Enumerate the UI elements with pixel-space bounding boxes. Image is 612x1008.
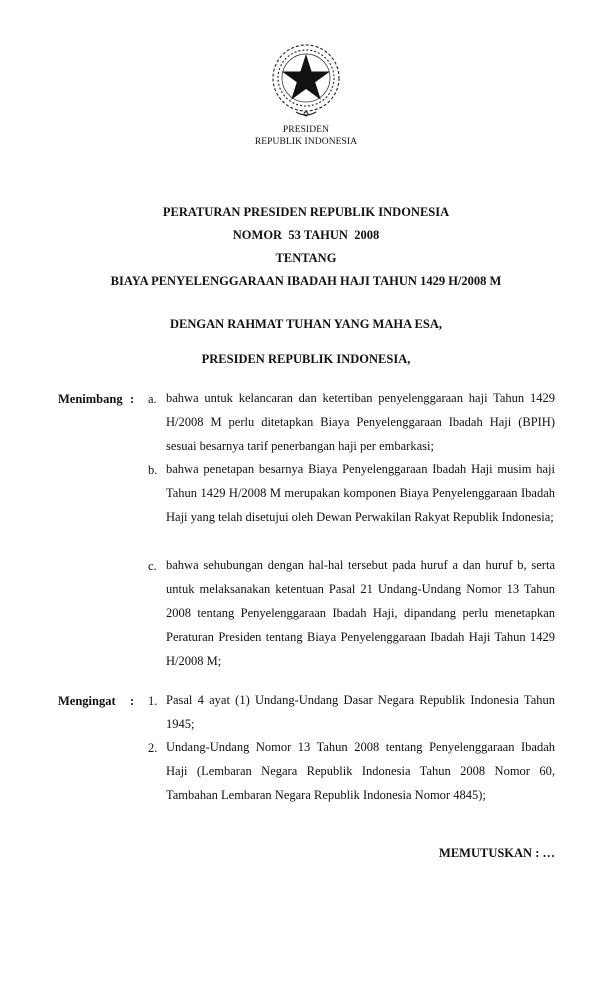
preamble-invocation: DENGAN RAHMAT TUHAN YANG MAHA ESA, — [169, 317, 442, 331]
mengingat-label: Mengingat — [58, 694, 116, 708]
garuda-emblem-icon — [266, 40, 346, 120]
preamble-president: PRESIDEN REPUBLIK INDONESIA, — [201, 352, 411, 366]
item-marker: 2. — [148, 741, 158, 755]
regulation-number: NOMOR 53 TAHUN 2008 — [232, 228, 380, 242]
item-text: bahwa penetapan besarnya Biaya Penyelenggaraan Ibadah Haji musim haji Tahun 1429 H/2008 M merupakan komponen Biaya Penyelenggaraan Ibadah Haji yang telah disetujui oleh Dewan Perwakilan Rakyat Republik Indonesia; — [166, 462, 555, 524]
regulation-title: PERATURAN PRESIDEN REPUBLIK INDONESIA — [162, 205, 450, 219]
item-text: Undang-Undang Nomor 13 Tahun 2008 tentang Penyelenggaraan Ibadah Haji (Lembaran Negara Republik Indonesia Tahun 2008 Nomor 60, Tambahan Lembaran Negara Republik Indonesia Nomor 4845); — [166, 740, 555, 802]
emblem-caption-line1: PRESIDEN — [282, 125, 330, 135]
emblem-caption-line2: REPUBLIK INDONESIA — [254, 137, 358, 147]
mengingat-colon: : — [130, 694, 135, 708]
item-text: bahwa untuk kelancaran dan ketertiban penyelenggaraan haji Tahun 1429 H/2008 M perlu ditetapkan Biaya Penyelenggaraan Ibadah Haji (BPIH) sesuai besarnya tarif penerbangan haji per embarkasi; — [166, 391, 555, 453]
regulation-tentang: TENTANG — [275, 251, 337, 265]
regulation-subject: BIAYA PENYELENGGARAAN IBADAH HAJI TAHUN 1429 H/2008 M — [110, 274, 502, 288]
menimbang-label: Menimbang — [58, 392, 123, 406]
item-marker: 1. — [148, 694, 158, 708]
item-text: bahwa sehubungan dengan hal-hal tersebut pada huruf a dan huruf b, serta untuk melaksanakan ketentuan Pasal 21 Undang-Undang Nomor 13 Tahun 2008 tentang Penyelenggaraan Ibadah Haji, dipandang perlu menetapkan Peraturan Presiden tentang Biaya Penyelenggaraan Ibadah Haji Tahun 1429 H/2008 M; — [166, 558, 555, 668]
memutuskan-continuation: MEMUTUSKAN : … — [439, 846, 555, 860]
item-marker: b. — [148, 463, 158, 477]
menimbang-colon: : — [130, 392, 135, 406]
item-marker: a. — [148, 392, 157, 406]
item-text: Pasal 4 ayat (1) Undang-Undang Dasar Negara Republik Indonesia Tahun 1945; — [166, 693, 555, 731]
item-marker: c. — [148, 559, 157, 573]
